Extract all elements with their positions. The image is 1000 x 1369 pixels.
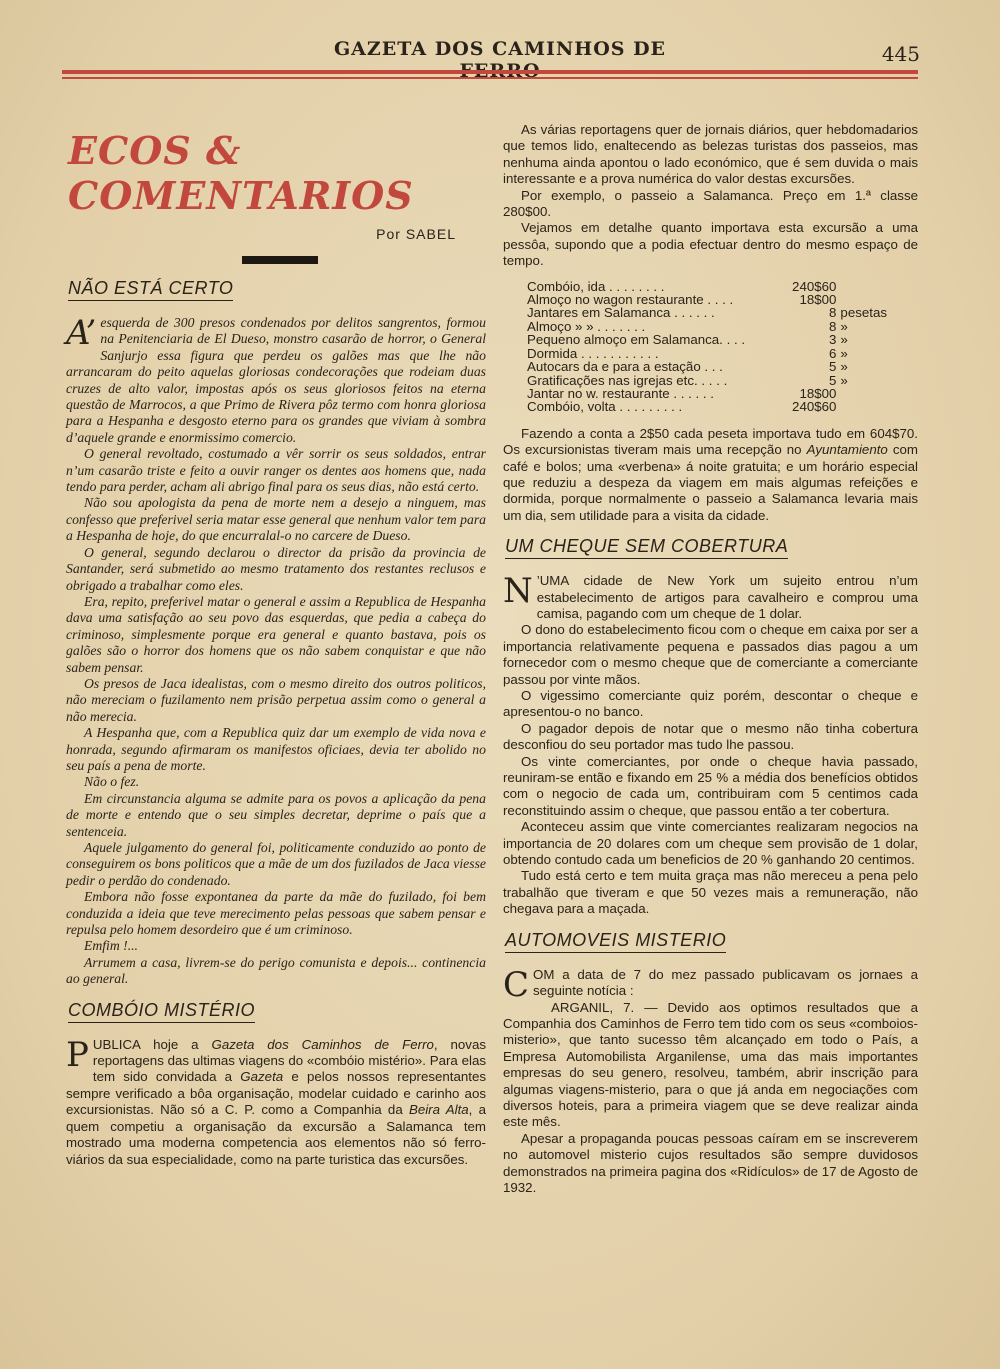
paragraph: Apesar a propaganda poucas pessoas caíram em se inscreverem no automovel misterio cujos resultados são sempre duvidosos demonstrados na primeira pagina dos «Ridículos» de 17 de Agosto de 1932. — [503, 1130, 918, 1195]
paragraph: Tudo está certo e tem muita graça mas não mereceu a pena pelo trabalhão que tiveram e que 50 vezes mais a remuneração, não chegava para a maçada. — [503, 868, 918, 917]
cost-item: Almoço no wagon restaurante . . . . — [527, 292, 734, 308]
cost-row — [527, 360, 887, 373]
paragraph: Aquele julgamento do general foi, politicamente conduzido ao ponto de conseguirem os bons politicos que a mãe de um dos fuzilados de Jaca viesse pedir o perdão do condenado. — [66, 840, 486, 888]
cost-item: Jantares em Salamanca . . . . . . — [527, 305, 715, 321]
cost-amount: 5 — [829, 359, 837, 375]
paragraph: A Hespanha que, com a Republica quiz dar um exemplo de vida nova e honrada, segundo afirmaram os manifestos oficiaes, devia ter abolido no seu país a pena de morte. — [66, 725, 486, 773]
paragraph: Por exemplo, o passeio a Salamanca. Preço em 1.ª classe 280$00. — [503, 187, 918, 220]
cost-row — [527, 333, 887, 346]
masthead: GAZETA DOS CAMINHOS DE — [333, 38, 667, 60]
paragraph: Fazendo a conta a 2$50 cada peseta importava tudo em 604$70. Os excursionistas tiveram mais uma recepção no Ayuntamiento com café e bolos; uma «verbena» á noite gratuita; e um horário especial que reduziu a despeza da viagem em mais algumas refeições e dormida, porque normalmente o passeio a Salamanca levaria mais um dia, sem utilidade para a visita da cidade. — [503, 425, 918, 523]
title-divider — [242, 256, 318, 264]
cost-unit — [836, 400, 887, 413]
page-number: 445 — [881, 42, 920, 66]
paragraph: Em circunstancia alguma se admite para os povos a aplicação da pena de morte e entendo que o seu simples decretar, deprime o país que a sentenceia. — [66, 790, 486, 839]
cost-unit — [836, 387, 887, 400]
header-rule-bottom — [62, 77, 918, 79]
cost-row — [527, 280, 887, 293]
paragraph: Não sou apologista da pena de morte nem a desejo a ninguem, mas confesso que preferivel seria matar esse general que nenhum valor tem para a Hespanha de hoje, do que encurralal-o no carcere de Dueso. — [66, 495, 486, 544]
paragraph: N ’UMA cidade de New York um sujeito entrou n’um estabelecimento de artigos para cavalheiro e comprou uma camisa, pagando com um cheque de 1 dolar. — [503, 571, 918, 621]
section-heading-nao-esta-certo: NÃO ESTÁ CERTO — [68, 278, 233, 301]
cost-amount: 3 — [829, 332, 837, 348]
cost-amount: 240$60 — [792, 278, 837, 294]
cost-unit: » — [840, 359, 848, 375]
paragraph: Aconteceu assim que vinte comerciantes realizaram negocios na importancia de 20 dolares com um cheque sem provisão de 1 dolar, obtendo contudo cada um beneficios de 20 % ganhando 20 centimos. — [503, 819, 918, 868]
section-body-automoveis-misterio — [503, 964, 918, 1197]
cost-unit: » — [840, 318, 848, 334]
byline: Por SABEL — [376, 226, 456, 242]
cost-item: Combóio, ida . . . . . . . . — [527, 278, 665, 294]
cost-item: Dormida . . . . . . . . . . . — [527, 345, 659, 361]
paragraph: O general, segundo declarou o director da prisão da provincia de Santander, será submetido ao mesmo tratamento dos restantes reclusos e obrigado a trabalhar como eles. — [66, 544, 486, 593]
cost-unit: » — [840, 372, 848, 388]
paragraph: O general revoltado, costumado a vêr sorrir os seus soldados, entrar n’um casarão triste e feito a ouvir ranger os dentes aos homens que, nada tendo para perder, acham ali abrigo final para os seus dias, não está certo. — [66, 446, 486, 495]
section-heading-comboio-misterio: COMBÓIO MISTÉRIO — [68, 1000, 255, 1023]
section-heading-automoveis-misterio: AUTOMOVEIS MISTERIO — [505, 930, 726, 953]
paragraph: As várias reportagens quer de jornais diários, quer hebdomadarios que temos lido, enaltecendo as belezas turistas dos passeios, mas nenhuma ainda apontou o lado económico, que é sem duvida o mais interessante e a prova numérica do valor destas excursões. — [503, 122, 918, 187]
paragraph: Não o fez. — [84, 774, 140, 790]
section-body-cheque-sem-cobertura — [503, 573, 918, 918]
paragraph: Emfim !... — [84, 938, 138, 954]
cost-amount: 5 — [829, 372, 837, 388]
paragraph: Vejamos em detalhe quanto importava esta excursão a uma pessôa, supondo que a podia efectuar dentro do mesmo espaço de tempo. — [503, 220, 918, 269]
paragraph: O pagador depois de notar que o mesmo não tinha cobertura desconfiou do seu portador mas tudo lhe passou. — [503, 720, 918, 753]
right-column — [503, 122, 918, 1196]
paragraph: Os vinte comerciantes, por onde o cheque havia passado, reuniram-se então e fixando em 25 % a média dos benefícios obtidos com o negocio de cada um, contribuiram com 5 centimos cada reconstituindo assim o cheque, que passou então a ter cobertura. — [503, 753, 918, 818]
section-body-nao-esta-certo — [66, 315, 486, 988]
paragraph: Era, repito, preferivel matar o general e assim a Republica de Hespanha dava uma satisfação ao seu povo das esquerdas, que pedia a cabeça do criminoso, simplesmente porque era general e quanto bastava, pois os galões são o horror dos homens que os não sabem conquistar e que não sabem pensar. — [66, 593, 486, 675]
cost-item: Combóio, volta . . . . . . . . . — [527, 399, 683, 415]
cost-amount: 6 — [829, 345, 837, 361]
cost-row — [527, 306, 887, 319]
cost-amount: 8 — [829, 305, 837, 321]
drop-cap: C — [503, 964, 530, 1005]
cost-item: Autocars da e para a estação . . . — [527, 359, 723, 375]
cost-amount: 8 — [829, 318, 837, 334]
cost-row — [527, 400, 887, 413]
cost-unit — [836, 280, 887, 293]
drop-cap: A’ — [66, 313, 97, 353]
paragraph: O vigessimo comerciante quiz porém, descontar o cheque e apresentou-o no banco. — [503, 688, 918, 720]
cost-row — [527, 293, 887, 306]
cost-item: Almoço » » . . . . . . . — [527, 318, 646, 334]
paragraph: Os presos de Jaca idealistas, com o mesmo direito dos outros politicos, não mereciam o fuzilamento nem prisão perpetua assim como o general a não merecia. — [66, 675, 486, 724]
cost-row — [527, 320, 887, 333]
cost-table-body — [527, 280, 887, 414]
paragraph: COM a data de 7 do mez passado publicavam os jornaes a seguinte notícia : — [503, 964, 918, 1005]
cost-item: Gratificações nas igrejas etc. . . . . — [527, 372, 728, 388]
cost-row — [527, 387, 887, 400]
section-heading-cheque-sem-cobertura: UM CHEQUE SEM COBERTURA — [505, 536, 788, 559]
cost-unit: » — [840, 345, 848, 361]
cost-amount: 18$00 — [799, 385, 837, 401]
cost-amount: 240$60 — [792, 399, 837, 415]
cost-amount: 18$00 — [799, 292, 837, 308]
cost-item: Jantar no w. restaurante . . . . . . — [527, 385, 714, 401]
cost-unit: » — [840, 332, 848, 348]
cost-item: Pequeno almoço em Salamanca. . . . — [527, 332, 746, 348]
paragraph: O dono do estabelecimento ficou com o cheque em caixa por ser a importancia relativamente pequena e passados dias pagou a um fornecedor com o mesmo cheque que de comerciante a comerciante passou por vinte mãos. — [503, 622, 918, 687]
drop-cap: N — [503, 571, 533, 612]
paragraph: Embora não fosse expontanea da parte da mãe do fuzilado, foi bem conduzida a ideia que teve merecimento pelas pessoas que sabem pensar e repulsa pelo homem desordeiro que é um criminoso. — [66, 889, 486, 938]
paragraph: ARGANIL, 7. — Devido aos optimos resultados que a Companhia dos Caminhos de Ferro tem tido com os seus «comboios-misterio», que tanto sucesso têm alcançado em todo o País, a Empresa Automobilista Arganilense, uma das mais importantes empresas do seu genero, resolveu, também, abrir inscrição para algumas viagens-misterio, para o que já anda em negociações com diversos hoteis, para a primeira viagem que se deve realizar ainda este mês. — [503, 999, 918, 1130]
cost-row — [527, 374, 887, 387]
paragraph: PUBLICA hoje a Gazeta dos Caminhos de Ferro, novas reportagens das ultimas viagens do «combóio mistério». Para elas tem sido convidada a Gazeta e pelos nossos representantes sempre verificado a bôa organisação, modelar cuidado e carinho aos excursionistas. Não só a C. P. como a Companhia da Beira Alta, a quem competiu a organisação da excursão a Salamanca tem mostrado uma moderna competencia aos elementos não só ferro-viários da sua especialidade, como na parte turistica das excursões. — [66, 1034, 487, 1167]
paragraph: Arrumem a casa, livrem-se do perigo comunista e depois... continencia ao general. — [66, 954, 486, 987]
paragraph: A’ esquerda de 300 presos condenados por delitos sangrentos, formou na Penitenciaria de El Dueso, monstro casarão de horror, o General Sanjurjo essa figura que perdeu os galões mas que lhe não arrancaram do peito aquelas gloriosas condecorações que rodeiam duas cruzes de alto valor, impostas após os seus gloriosos feitos na eterna questão de Marrocos, a que Primo de Rivera pôz termo com honra gloriosa para a Hespanha e desgosto eterno para os grandes que viviam à sombra d’aquele grande e enormissimo comercio. — [66, 313, 486, 445]
section-body-comboio-misterio-continued — [503, 122, 918, 524]
cost-table — [527, 280, 887, 414]
left-column — [66, 122, 486, 1168]
section-body-comboio-misterio — [66, 1034, 487, 1168]
cost-unit — [836, 293, 887, 306]
drop-cap: P — [66, 1034, 89, 1075]
cost-unit: pesetas — [840, 305, 887, 321]
cost-row — [527, 347, 887, 360]
article-title: ECOS & COMENTARIOS — [68, 128, 414, 218]
header-rule-top — [62, 70, 918, 74]
